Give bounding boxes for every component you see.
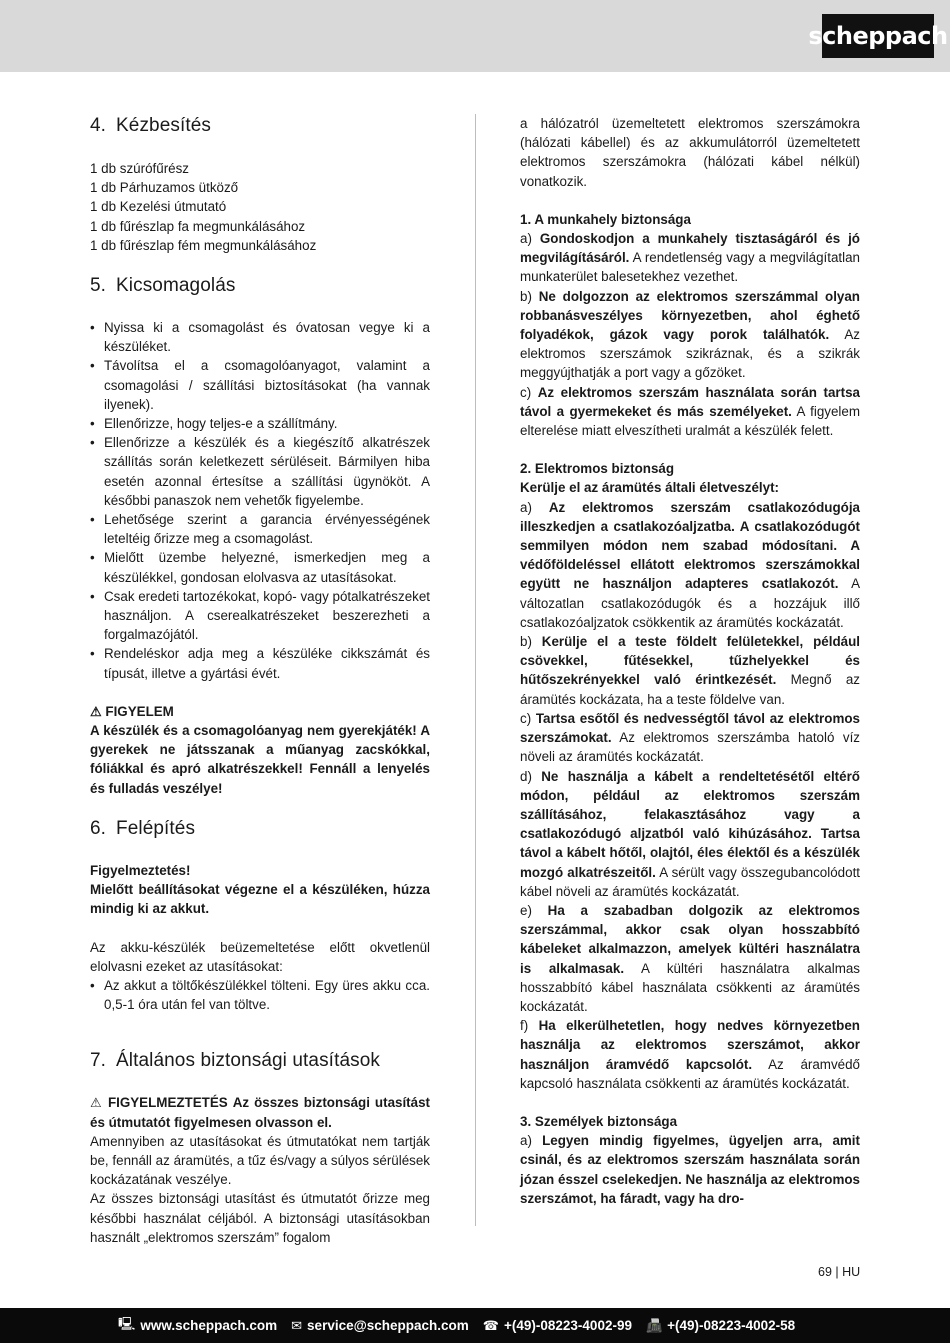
list-item: • Ellenőrizze, hogy teljes-e a szállítmány. [90,414,430,433]
right-column [520,114,860,1208]
assembly-list [90,976,430,1014]
column-divider [475,114,476,1226]
assembly-paragraph: Az akku-készülék beüzemeltetése előtt okvetlenül elolvasni ezeket az utasításokat: [90,939,430,974]
warning-heading: ⚠ FIGYELEM [90,703,174,719]
unpacking-list [90,318,430,683]
computer-icon: 🖳 [118,1315,136,1331]
rule-1c: c) Az elektromos szerszám használata során tartsa távol a gyermekeket és más személyeket. A figyelem elterelése miatt elveszítheti uralmát a készülék felett. [520,384,860,439]
list-item: • Távolítsa el a csomagolóanyagot, valamint a csomagolási / szállítási biztosításokat (ha vannak ilyenek). [90,356,430,414]
subsection-2-heading: 2. Elektromos biztonság [520,461,675,477]
list-item: 1 db Kezelési útmutató [90,199,227,215]
scheppach-logo: scheppach [822,14,934,58]
safety-warning: ⚠ FIGYELMEZTETÉS Az összes biztonsági utasítást és útmutatót figyelmesen olvasson el. [90,1095,430,1130]
rule-2d: d) Ne használja a kábelt a rendeltetésétől eltérő módon, például az elektromos szerszám szállításához, felakasztásához vagy a csatlakozódugó aljzatból való kihúzásához. Tartsa távol a kábelt hőtől, olajtól, éles élektől és a készülék mozgó alkatrészeitől. A sérült vagy összegubancolódott kábel növeli az áramütés kockázatát. [520,768,861,899]
subsection-3-heading: 3. Személyek biztonsága [520,1113,678,1129]
footer-website[interactable]: 🖳 www.scheppach.com [118,1315,277,1337]
subsection-2-subheading: Kerülje el az áramütés általi életveszélyt: [520,480,780,496]
list-item: • Rendeléskor adja meg a készüléke cikkszámát és típusát, illetve a gyártási évét. [90,644,430,682]
phone-icon: ☎ [482,1317,499,1333]
list-item: • Lehetősége szerint a garancia érvényességének leteltéig őrizze meg a csomagolást. [90,510,430,548]
left-column [90,114,430,1247]
rule-2f: f) Ha elkerülhetetlen, hogy nedves környezetben használja az elektromos szerszámot, akkor használjon áramvédő kapcsolót. Az áramvédő kapcsoló használata csökkenti az áramütés kockázatát. [520,1018,860,1091]
warning-text: A készülék és a csomagolóanyag nem gyerekjáték! A gyerekek ne játsszanak a műanyag zacskókkal, fóliákkal és apró alkatrészekkel! Fennáll a lenyelés és fulladás veszélye! [90,723,430,796]
section-6-heading: 6. Felépítés [90,817,196,839]
delivery-list [90,159,430,255]
rule-2e: e) Ha a szabadban dolgozik az elektromos szerszámmal, akkor csak olyan hosszabbító kábeleket alkalmazzon, amelyek kültéri használatra is alkalmasak. A kültéri használatra alkalmas hosszabbító kábel használata csökkenti az áramütés kockázatát. [520,902,860,1014]
footer-email[interactable]: ✉ service@scheppach.com [291,1317,469,1333]
rule-2a: a) Az elektromos szerszám csatlakozódugója illeszkedjen a csatlakozóaljzatba. A csatlakozódugót semmilyen módon nem szabad módosítani. A védőföldeléssel ellátott elektromos szerszámokkal együtt ne használjon adapteres csatlakozót. A változatlan csatlakozódugók és a hozzájuk illő csatlakozóaljzatok csökkentik az áramütés kockázatát. [520,499,860,630]
list-item: • Mielőtt üzembe helyezné, ismerkedjen meg a készülékkel, gondosan elolvasva az utasításokat. [90,548,430,586]
footer-bar [0,1308,950,1343]
list-item: 1 db fűrészlap fa megmunkálásához [90,218,306,234]
rule-2c: c) Tartsa esőtől és nedvességtől távol az elektromos szerszámokat. Az elektromos szerszámba hatoló víz növeli az áramütés kockázatát. [520,710,860,765]
caution-text: Mielőtt beállításokat végezne el a készüléken, húzza mindig ki az akkut. [90,882,430,917]
mail-icon: ✉ [291,1317,303,1333]
rule-1a: a) Gondoskodjon a munkahely tisztaságáról és jó megvilágításáról. A rendetlenség vagy a megvilágítatlan munkaterület balesetekhez vezethet. [520,231,860,285]
warning-triangle-icon: ⚠ [90,703,102,719]
safety-paragraph-1: Amennyiben az utasításokat és útmutatókat nem tartják be, fennáll az áramütés, a tűz és/vagy a súlyos sérülések kockázatának veszélye. [90,1133,430,1188]
list-item: 1 db szúrófűrész [90,161,189,176]
rule-1b: b) Ne dolgozzon az elektromos szerszámmal olyan robbanásveszélyes környezetben, ahol éghető folyadékok, gázok vagy porok találhatók. Az elektromos szerszámok szikráznak, és a szikrák meggyújthatják a port vagy a gőzöket. [520,288,861,381]
subsection-1-heading: 1. A munkahely biztonsága [520,211,691,227]
safety-paragraph-2: Az összes biztonsági utasítást és útmutatót őrizze meg későbbi használat céljából. A biztonsági utasításokban használt „elektromos szerszám” fogalom [90,1191,430,1245]
fax-icon: 📠 [645,1317,663,1333]
caution-label: Figyelmeztetés! [90,862,191,878]
warning-triangle-icon: ⚠ [90,1095,103,1111]
list-item: • Az akkut a töltőkészülékkel tölteni. Egy üres akku cca. 0,5-1 óra után fel van töltve. [90,976,430,1014]
top-bar [0,0,950,72]
section-4-heading: 4. Kézbesítés [90,115,211,136]
list-item: • Nyissa ki a csomagolást és óvatosan vegye ki a készüléket. [90,318,430,356]
footer-phone[interactable]: ☎ +(49)-08223-4002-99 [482,1317,632,1333]
list-item: 1 db Párhuzamos ütköző [90,180,239,196]
section-7-heading: 7. Általános biztonsági utasítások [90,1050,380,1072]
rule-3a: a) Legyen mindig figyelmes, ügyeljen arra, amit csinál, és az elektromos szerszám használata során józan ésszel cselekedjen. Ne használja az elektromos szerszámot, ha fáradt, vagy ha dro- [520,1133,860,1206]
rule-2b: b) Kerülje el a teste földelt felületekkel, például csövekkel, fűtésekkel, tűzhelyekkel és hűtőszekrényekkel való érintkezését. Megnő az áramütés kockázata, ha a teste földelve van. [520,634,860,707]
list-item: 1 db fűrészlap fém megmunkálásához [90,237,317,253]
list-item: • Csak eredeti tartozékokat, kopó- vagy pótalkatrészeket használjon. A cserealkatrészeket beszerezheti a forgalmazójától. [90,587,430,645]
footer-fax: 📠 +(49)-08223-4002-58 [645,1317,796,1333]
page-number: 69 | HU [818,1265,861,1279]
section-5-heading: 5. Kicsomagolás [90,275,236,297]
list-item: • Ellenőrizze a készülék és a kiegészítő alkatrészek szállítás során keletkezett sérüléseit. Bármilyen hiba esetén azonnal értesítse a szállítási ügynököt. A későbbi panaszok nem vehetők figyelembe. [90,433,430,510]
intro-paragraph: a hálózatról üzemeltetett elektromos szerszámokra (hálózati kábellel) és az akkumulátorról üzemeltetett elektromos szerszámokra (hálózati kábel nélkül) vonatkozik. [520,116,860,189]
